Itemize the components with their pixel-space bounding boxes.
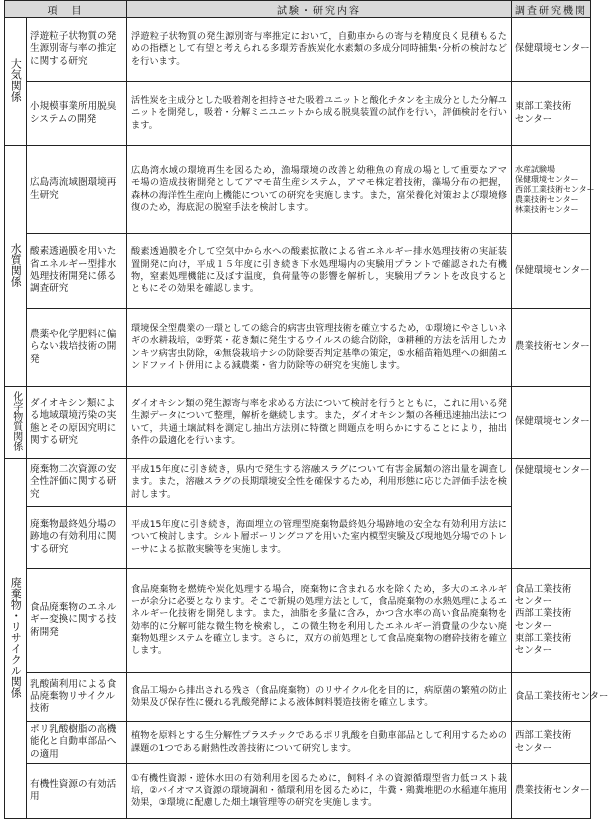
row-item: 廃棄物二次資源の安全性評価に関する研究	[27, 459, 127, 507]
row-org: 農業技術センター	[512, 309, 591, 387]
row-content: ①有機性資源・遊休水田の有効利用を図るために，飼料イネの資源循環型省力低コスト栽培，②バイオマス資源の環境調和・循環利用を図るために，牛糞・鶏糞堆肥の水稲連年施用効果，③環境に配慮した畑土壌管理等の研究を実施します。	[127, 764, 512, 819]
row-item: 有機性資源の有効活用	[27, 764, 127, 819]
row-item: ダイオキシン類による地域環境汚染の実態とその原因究明に関する研究	[27, 387, 127, 459]
category-chemical: 化学物質関係	[5, 387, 27, 459]
row-content: 平成15年度に引き続き，海面埋立の管理型廃棄物最終処分場跡地の安全な有効利用方法について検討します。シルト層ボーリングコアを用いた室内模型実験及び現地処分場でのトレーサによる拡散実験等を実施します。	[127, 507, 512, 569]
row-org: 保健環境センター	[512, 387, 591, 459]
table-row	[5, 146, 591, 234]
row-item: 乳酸菌利用による食品廃棄物リサイクル技術	[27, 673, 127, 722]
category-air: 大気関係	[5, 18, 27, 146]
header-item: 項 目	[5, 1, 127, 18]
row-org: 水産試験場 保健環境センター 西部工業技術センター 農業技術センター 林業技術センター	[512, 146, 591, 234]
row-item: 廃棄物最終処分場の跡地の有効利用に関する研究	[27, 507, 127, 569]
header-org: 調査研究機関	[512, 1, 591, 18]
row-org: 保健環境センター	[512, 18, 591, 82]
row-item: ポリ乳酸樹脂の高機能化と自動車部品への適用	[27, 722, 127, 764]
row-content: 酸素透過膜を介して空気中から水への酸素拡散による省エネルギー排水処理技術の実証装置開発に向け，平成１５年度に引き続き下水処理場内の実験用プラントで確認された有機物，窒素処理機能に及ぼす温度，負荷量等の影響を解析し，実験用プラントを改良するとともにその効果を確認します。	[127, 234, 512, 309]
table-row	[5, 569, 591, 673]
row-content: 平成15年度に引き続き，県内で発生する溶融スラグについて有害金属類の溶出量を調査します。また，溶融スラグの長期環境安全性を確保するため，利用形態に応じた評価手法を検討します。	[127, 459, 512, 507]
table-row	[5, 82, 591, 146]
row-org: 農業技術センター	[512, 764, 591, 819]
row-item: 浮遊粒子状物質の発生源別寄与率の推定に関する研究	[27, 18, 127, 82]
row-content: 浮遊粒子状物質の発生源別寄与率推定において，自動車からの寄与を精度良く見積もるための指標として有望と考えられる多環芳香族炭化水素類の多成分同時捕集･分析の検討などを行います。	[127, 18, 512, 82]
row-org: 食品工業技術センター	[512, 673, 591, 722]
table-row	[5, 18, 591, 82]
row-org: 保健環境センター	[512, 459, 591, 569]
row-org: 保健環境センター	[512, 234, 591, 309]
category-waste: 廃棄物・リサイクル関係	[5, 459, 27, 819]
header-content: 試験・研究内容	[127, 1, 512, 18]
row-content: 活性炭を主成分とした吸着剤を担持させた吸着ユニットと酸化チタンを主成分とした分解ユニットを開発し，吸着・分解ミニユニットから成る脱臭装置の試作を行い，評価検討を行います。	[127, 82, 512, 146]
table-row	[5, 722, 591, 764]
table-row	[5, 764, 591, 819]
row-content: 食品廃棄物を燃焼や炭化処理する場合，廃棄物に含まれる水を除くため，多大のエネルギーが余分に必要となります。そこで新規の処理方法として，食品廃棄物の水熱処理によるエネルギー化技術を開発します。また，油脂を多量に含み，かつ含水率の高い食品廃棄物を効率的に分解可能な微生物を検索し，この微生物を利用したエネルギー消費量の少ない廃棄物処理システムを確立します。さらに，双方の前処理として食品廃棄物の磨砕技術を確立します。	[127, 569, 512, 673]
table-row	[5, 309, 591, 387]
row-content: 植物を原料とする生分解性プラスチックであるポリ乳酸を自動車部品として利用するための課題の1つである耐熱性改善技術について研究します。	[127, 722, 512, 764]
row-item: 広島湾流域圏環境再生研究	[27, 146, 127, 234]
research-table	[4, 0, 608, 819]
row-item: 小規模事業所用脱臭システムの開発	[27, 82, 127, 146]
row-item: 酸素透過膜を用いた省エネルギー型排水処理技術開発に係る調査研究	[27, 234, 127, 309]
row-org: 食品工業技術 センター 西部工業技術 センター 東部工業技術 センター	[512, 569, 591, 673]
table-row	[5, 387, 591, 459]
table-row	[5, 673, 591, 722]
row-content: 食品工場から排出される残さ（食品廃棄物）のリサイクル化を目的に，病原菌の繁殖の防止効果及び保存性に優れる乳酸発酵による液体飼料製造技術を確立します。	[127, 673, 512, 722]
row-item: 農薬や化学肥料に偏らない栽培技術の開発	[27, 309, 127, 387]
row-content: 広島湾水域の環境再生を図るため，漁場環境の改善と幼稚魚の育成の場として重要なアマモ場の造成技術開発としてアマモ苗生産システム，アマモ株定着技術，藻場分布の把握，森林の海洋性生産向上機能についての研究を実施します。また，富栄養化対策および環境修復のため，海底泥の脱窒手法を検討します。	[127, 146, 512, 234]
row-content: 環境保全型農業の一環としての総合的病害虫管理技術を確立するため，①環境にやさしいネギの水耕栽培，②野菜・花き類に発生するウイルスの総合防除，③耕種的方法を活用したカンキツ病害虫防除，④無袋栽培ナシの防除要否判定基準の策定，⑤水稲苗箱処理への細菌エンドファイト併用による減農薬・省力防除等の研究を実施します。	[127, 309, 512, 387]
table-header-row	[5, 1, 591, 18]
table-row	[5, 459, 591, 507]
table-row	[5, 234, 591, 309]
table-row	[5, 507, 591, 569]
category-water: 水質関係	[5, 146, 27, 387]
row-item: 食品廃棄物のエネルギー変換に関する技術開発	[27, 569, 127, 673]
research-table-page	[4, 0, 608, 836]
row-content: ダイオキシン類の発生源寄与率を求める方法について検討を行うとともに，これに用いる発生源データについて整理，解析を継続します。また，ダイオキシン類の各種迅速抽出法について，共通土壌試料を測定し抽出方法別に特徴と問題点を明らかにすることにより，抽出条件の最適化を行います。	[127, 387, 512, 459]
row-org: 西部工業技術 センター	[512, 722, 591, 764]
row-org: 東部工業技術 センター	[512, 82, 591, 146]
